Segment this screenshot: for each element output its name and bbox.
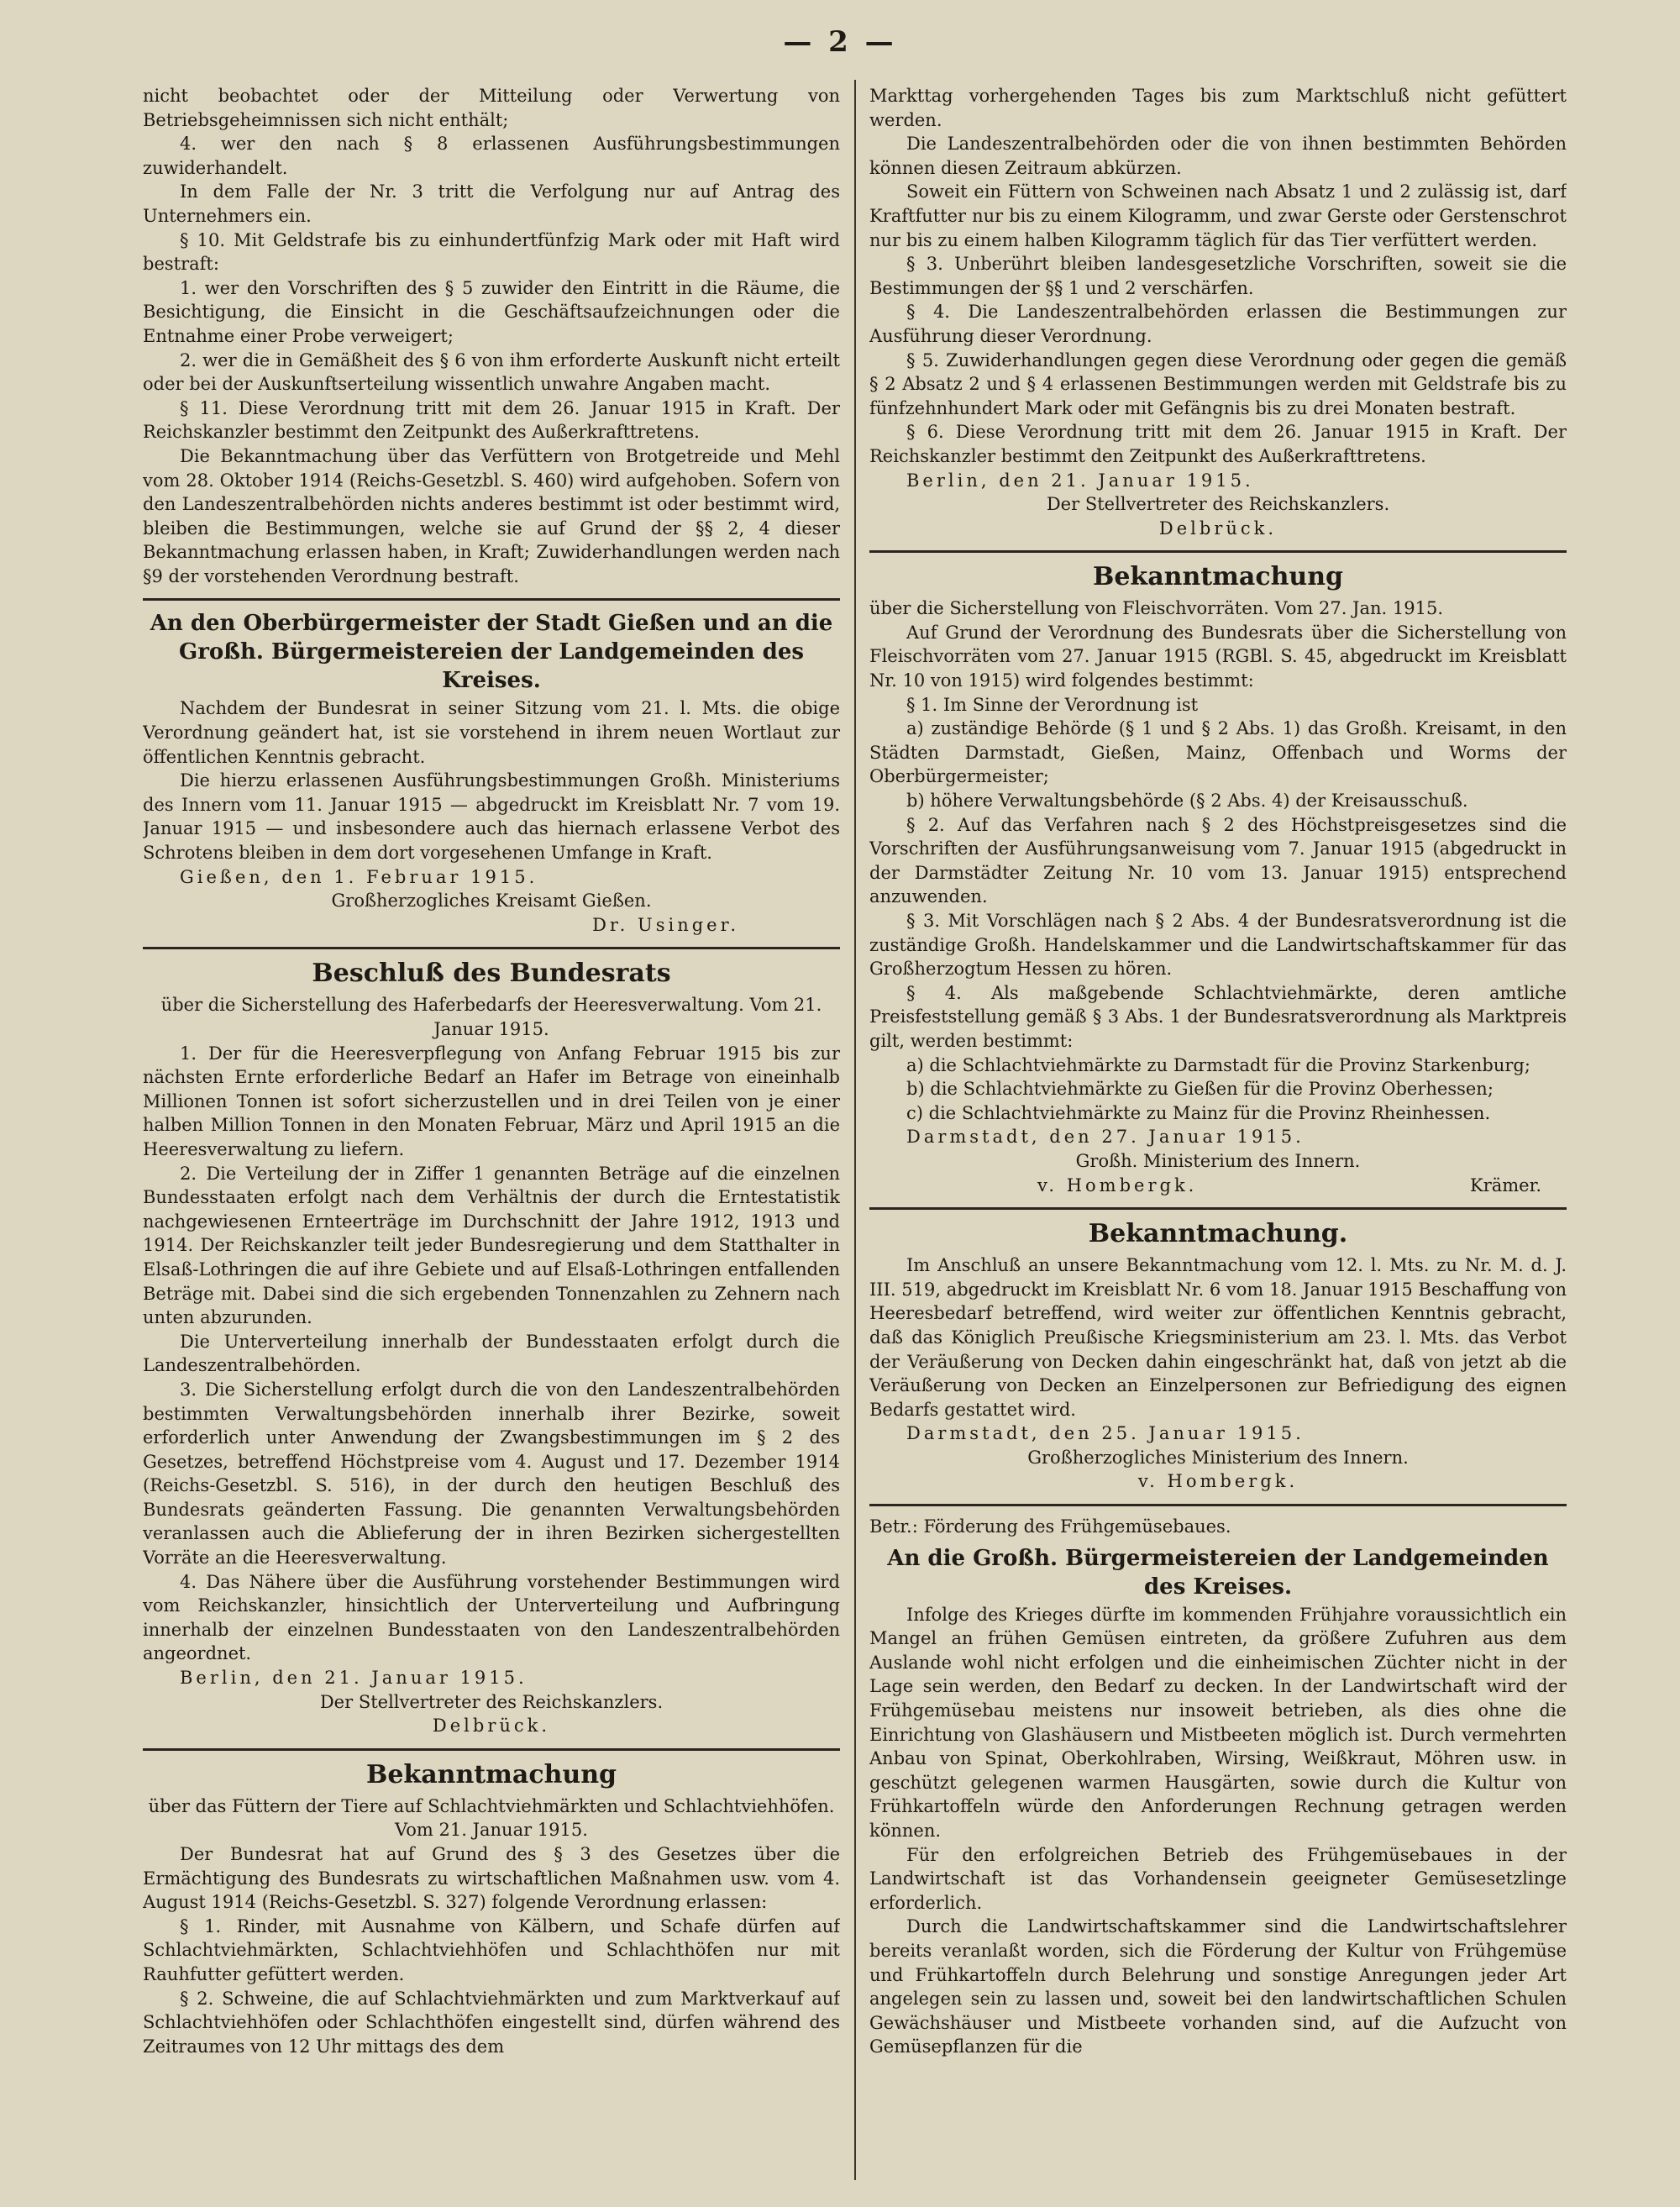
authority: Der Stellvertreter des Reichskanzlers.: [319, 1691, 664, 1712]
right-column: [869, 84, 1567, 2176]
paragraph: Markttag vorhergehenden Tages bis zum Marktschluß nicht gefüttert werden.: [869, 86, 1567, 130]
paragraph: 1. wer den Vorschriften des § 5 zuwider den Eintritt in die Räume, die Besichtigung, die Einsicht in die Geschäftsaufzeichnungen oder die Entnahme einer Probe verweigert;: [143, 277, 840, 346]
paragraph: § 5. Zuwiderhandlungen gegen diese Verordnung oder gegen die gemäß § 2 Absatz 2 und § 4 erlassenen Bestimmungen werden mit Geldstrafe bis zu fünfzehnhundert Mark oder mit Gefängnis bis zu drei Monaten bestraft.: [869, 349, 1567, 418]
paragraph: § 4. Die Landeszentralbehörden erlassen die Bestimmungen zur Ausführung dieser Verordnung.: [869, 302, 1567, 346]
paragraph: nicht beobachtet oder der Mitteilung oder Verwertung von Betriebsgeheimnissen sich nicht enthält;: [143, 86, 840, 130]
authority: Großh. Ministerium des Innern.: [1075, 1150, 1361, 1171]
paragraph: § 3. Mit Vorschlägen nach § 2 Abs. 4 der Bundesratsverordnung ist die zuständige Großh. Handelskammer und die Landwirtschaftskammer für das Großherzogtum Hessen zu hören.: [869, 911, 1567, 980]
place-date: Berlin, den 21. Januar 1915.: [180, 1668, 528, 1689]
section-subtitle: über das Füttern der Tiere auf Schlachtviehmärkten und Schlachtviehhöfen. Vom 21. Januar 1915.: [148, 1795, 835, 1841]
section-subtitle: über die Sicherstellung des Haferbedarfs der Heeresverwaltung. Vom 21. Januar 1915.: [160, 995, 822, 1039]
section-rule: [869, 550, 1567, 553]
place-date: Gießen, den 1. Februar 1915.: [180, 866, 538, 887]
verordnung-continuation: [143, 84, 840, 588]
paragraph: Die Unterverteilung innerhalb der Bundesstaaten erfolgt durch die Landeszentralbehörden.: [143, 1331, 840, 1376]
paragraph: 2. wer die in Gemäßheit des § 6 von ihm erforderte Auskunft nicht erteilt oder bei der Auskunftserteilung wissentlich unwahre Angaben macht.: [143, 349, 840, 395]
paragraph: § 2. Schweine, die auf Schlachtviehmärkten und zum Marktverkauf auf Schlachtviehhöfen oder Schlachthöfen eingestellt sind, dürfen während des Zeitraumes von 12 Uhr mittags des dem: [143, 1988, 840, 2057]
signature: v. Hombergk.: [1037, 1174, 1198, 1195]
section-subtitle: über die Sicherstellung von Fleischvorräten. Vom 27. Jan. 1915.: [869, 598, 1443, 619]
fruehgemuese-notice: [869, 1515, 1567, 2059]
authority: Großherzogliches Kreisamt Gießen.: [331, 891, 652, 912]
paragraph: b) höhere Verwaltungsbehörde (§ 2 Abs. 4) der Kreisausschuß.: [906, 791, 1468, 812]
page-number: — 2 —: [783, 25, 897, 59]
signature: Delbrück.: [1158, 518, 1278, 539]
paragraph: Im Anschluß an unsere Bekanntmachung vom 12. l. Mts. zu Nr. M. d. J. III. 519, abgedruckt im Kreisblatt Nr. 6 vom 18. Januar 1915 Beschaffung von Heeresbedarf betreffend, wird weiter zur öffentlichen Kenntnis gebracht, daß das Königlich Preußische Kriegsministerium am 23. l. Mts. das Verbot der Veräußerung von Decken dahin eingeschränkt hat, daß von jetzt ab die Veräußerung von Decken an Einzelpersonen zur Befriedigung des eignen Bedarfs gestattet wird.: [869, 1255, 1567, 1420]
paragraph: a) zuständige Behörde (§ 1 und § 2 Abs. 1) das Großh. Kreisamt, in den Städten Darmstadt, Gießen, Mainz, Offenbach und Worms der Oberbürgermeister;: [869, 718, 1567, 787]
left-column: [143, 84, 840, 2176]
signature: Krämer.: [1470, 1174, 1541, 1195]
section-rule: [143, 1748, 840, 1751]
paragraph: Soweit ein Füttern von Schweinen nach Absatz 1 und 2 zulässig ist, darf Kraftfutter nur bis zu einem Kilogramm, und zwar Gerste oder Gerstenschrot nur bis zu einem halben Kilogramm täglich für das Tier verfüttert werden.: [869, 181, 1567, 250]
authority: Großherzogliches Ministerium des Innern.: [1027, 1447, 1409, 1468]
paragraph: Die hierzu erlassenen Ausführungsbestimmungen Großh. Ministeriums des Innern vom 11. Januar 1915 — abgedruckt im Kreisblatt Nr. 7 vom 19. Januar 1915 — und insbesondere auch das hiernach erlassene Verbot des Schrotens bleiben in dem dort vorgesehenen Umfange in Kraft.: [143, 770, 840, 864]
paragraph: Die Landeszentralbehörden oder die von ihnen bestimmten Behörden können diesen Zeitraum abkürzen.: [869, 134, 1567, 178]
paragraph: § 1. Im Sinne der Verordnung ist: [906, 694, 1199, 715]
paragraph: Nachdem der Bundesrat in seiner Sitzung vom 21. l. Mts. die obige Verordnung geändert hat, ist sie vorstehend in ihrem neuen Wortlaut zur öffentlichen Kenntnis gebracht.: [143, 698, 840, 767]
paragraph: b) die Schlachtviehmärkte zu Gießen für die Provinz Oberhessen;: [906, 1079, 1494, 1100]
paragraph: 4. Das Nähere über die Ausführung vorstehender Bestimmungen wird vom Reichskanzler, hinsichtlich der Unterverteilung und Aufbringung innerhalb der einzelnen Bundesstaaten von den Landeszentralbehörden angeordnet.: [143, 1571, 840, 1664]
notice-giessen: [143, 609, 840, 937]
notice-heading: An den Oberbürgermeister der Stadt Gießen und an die Großh. Bürgermeistereien der Landgemeinden des Kreises.: [150, 611, 833, 694]
paragraph: § 1. Rinder, mit Ausnahme von Kälbern, und Schafe dürfen auf Schlachtviehmärkten, Schlachtviehhöfen und Schlachthöfen nur mit Rauhfutter gefüttert werden.: [143, 1915, 840, 1984]
authority: Der Stellvertreter des Reichskanzlers.: [1046, 494, 1390, 515]
section-title: Bekanntmachung.: [1088, 1219, 1348, 1249]
column-divider: [854, 80, 856, 2180]
bekanntmachung-fuetterung: [143, 1759, 840, 2059]
paragraph: Die Bekanntmachung über das Verfüttern von Brotgetreide und Mehl vom 28. Oktober 1914 (Reichs-Gesetzbl. S. 460) wird aufgehoben. Sofern von den Landeszentralbehörden nichts anderes bestimmt ist oder bestimmt wird, bleiben die Bestimmungen, welche sie auf Grund der §§ 2, 4 dieser Bekanntmachung erlassen haben, in Kraft; Zuwiderhandlungen werden nach §9 der vorstehenden Verordnung bestraft.: [143, 445, 840, 586]
beschluss-haferbedarf: [143, 958, 840, 1737]
section-rule: [143, 598, 840, 601]
paragraph: § 4. Als maßgebende Schlachtviehmärkte, deren amtliche Preisfeststellung gemäß § 3 Abs. 1 der Bundesratsverordnung als Marktpreis gilt, werden bestimmt:: [869, 982, 1567, 1051]
paragraph: § 3. Unberührt bleiben landesgesetzliche Vorschriften, soweit sie die Bestimmungen der §§ 1 und 2 verschärfen.: [869, 254, 1567, 298]
signature-row: [869, 1174, 1567, 1198]
section-rule: [869, 1504, 1567, 1506]
signature: Delbrück.: [432, 1716, 551, 1737]
place-date: Darmstadt, den 27. Januar 1915.: [906, 1127, 1305, 1148]
paragraph: Infolge des Krieges dürfte im kommenden Frühjahre voraussichtlich ein Mangel an frühen Gemüsen eintreten, da größere Zufuhren aus dem Auslande wohl nicht erfolgen und die einheimischen Züchter nicht in der Lage sein werden, den Bedarf zu decken. In der Landwirtschaft wird der Frühgemüsebau meistens nur insoweit betrieben, als dies ohne die Einrichtung von Glashäusern und Mistbeeten möglich ist. Durch vermehrten Anbau von Spinat, Oberkohlraben, Wirsing, Weißkraut, Möhren usw. in geschützt gelegenen warmen Hausgärten, sowie durch die Kultur von Frühkartoffeln würde den Anforderungen Rechnung getragen werden können.: [869, 1604, 1567, 1841]
paragraph: Durch die Landwirtschaftskammer sind die Landwirtschaftslehrer bereits veranlaßt worden, sich die Förderung der Kultur von Frühgemüse und Frühkartoffeln durch Belehrung und sonstige Anregungen jeder Art angelegen sein zu lassen und, soweit bei den landwirtschaftlichen Schulen Gewächshäuser und Mistbeete vorhanden sind, auf die Aufzucht von Gemüsepflanzen für die: [869, 1916, 1567, 2057]
place-date: Berlin, den 21. Januar 1915.: [906, 470, 1254, 491]
paragraph: a) die Schlachtviehmärkte zu Darmstadt für die Provinz Starkenburg;: [906, 1054, 1530, 1075]
section-rule: [869, 1207, 1567, 1210]
betreff-line: Betr.: Förderung des Frühgemüsebaues.: [869, 1516, 1231, 1537]
fuetterung-continuation: [869, 84, 1567, 540]
paragraph: Für den erfolgreichen Betrieb des Frühgemüsebaues in der Landwirtschaft ist das Vorhandensein geeigneter Gemüsesetzlinge erforderlich.: [869, 1844, 1567, 1913]
paragraph: § 10. Mit Geldstrafe bis zu einhundertfünfzig Mark oder mit Haft wird bestraft:: [143, 229, 840, 275]
paragraph: § 2. Auf das Verfahren nach § 2 des Höchstpreisgesetzes sind die Vorschriften der Ausführungsanweisung vom 7. Januar 1915 (abgedruckt in der Darmstädter Zeitung Nr. 10 vom 13. Januar 1915) entsprechend anzuwenden.: [869, 814, 1567, 907]
paragraph: 2. Die Verteilung der in Ziffer 1 genannten Beträge auf die einzelnen Bundesstaaten erfolgt nach dem Verhältnis der durch die Erntestatistik nachgewiesenen Ernteerträge im Durchschnitt der Jahre 1912, 1913 und 1914. Der Reichskanzler teilt jeder Bundesregierung und dem Statthalter in Elsaß-Lothringen die auf ihre Gebiete und auf Elsaß-Lothringen entfallenden Beträge mit. Dabei sind die sich ergebenden Tonnenzahlen zu Zehnern nach unten abzurunden.: [143, 1163, 840, 1328]
paragraph: § 6. Diese Verordnung tritt mit dem 26. Januar 1915 in Kraft. Der Reichskanzler bestimmt den Zeitpunkt des Außerkrafttretens.: [869, 422, 1567, 466]
paragraph: In dem Falle der Nr. 3 tritt die Verfolgung nur auf Antrag des Unternehmers ein.: [143, 181, 840, 226]
section-rule: [143, 947, 840, 949]
paragraph: § 11. Diese Verordnung tritt mit dem 26. Januar 1915 in Kraft. Der Reichskanzler bestimmt den Zeitpunkt des Außerkrafttretens.: [143, 397, 840, 443]
paragraph: Der Bundesrat hat auf Grund des § 3 des Gesetzes über die Ermächtigung des Bundesrats zu wirtschaftlichen Maßnahmen usw. vom 4. August 1914 (Reichs-Gesetzbl. S. 327) folgende Verordnung erlassen:: [143, 1844, 840, 1913]
paragraph: 1. Der für die Heeresverpflegung von Anfang Februar 1915 bis zur nächsten Ernte erforderliche Bedarf an Hafer im Betrage von eineinhalb Millionen Tonnen ist sofort sicherzustellen und in drei Teilen von je einer halben Million Tonnen in den Monaten Februar, März und April 1915 an die Heeresverwaltung zu liefern.: [143, 1043, 840, 1159]
signature: Dr. Usinger.: [592, 914, 739, 935]
bekanntmachung-fleisch: [869, 561, 1567, 1197]
notice-heading: An die Großh. Bürgermeistereien der Landgemeinden des Kreises.: [887, 1545, 1549, 1600]
section-title: Bekanntmachung: [365, 1759, 617, 1789]
paragraph: Auf Grund der Verordnung des Bundesrats über die Sicherstellung von Fleischvorräten vom 27. Januar 1915 (RGBl. S. 45, abgedruckt im Kreisblatt Nr. 10 von 1915) wird folgendes bestimmt:: [869, 622, 1567, 691]
paragraph: c) die Schlachtviehmärkte zu Mainz für die Provinz Rheinhessen.: [906, 1102, 1491, 1123]
paragraph: 4. wer den nach § 8 erlassenen Ausführungsbestimmungen zuwiderhandelt.: [143, 134, 840, 178]
section-title: Bekanntmachung: [1092, 562, 1343, 592]
paragraph: 3. Die Sicherstellung erfolgt durch die von den Landeszentralbehörden bestimmten Verwaltungsbehörden innerhalb ihrer Bezirke, soweit erforderlich unter Anwendung der Zwangsbestimmungen im § 2 des Gesetzes, betreffend Höchstpreise vom 4. August und 17. Dezember 1914 (Reichs-Gesetzbl. S. 516), in der durch den heutigen Beschluß des Bundesrats geänderten Fassung. Die genannten Verwaltungsbehörden veranlassen auch die Ablieferung der in ihren Bezirken sichergestellten Vorräte an die Heeresverwaltung.: [143, 1379, 840, 1569]
section-title: Beschluß des Bundesrats: [312, 959, 671, 989]
place-date: Darmstadt, den 25. Januar 1915.: [906, 1423, 1305, 1444]
bekanntmachung-decken: [869, 1218, 1567, 1494]
signature: v. Hombergk.: [1137, 1471, 1299, 1492]
